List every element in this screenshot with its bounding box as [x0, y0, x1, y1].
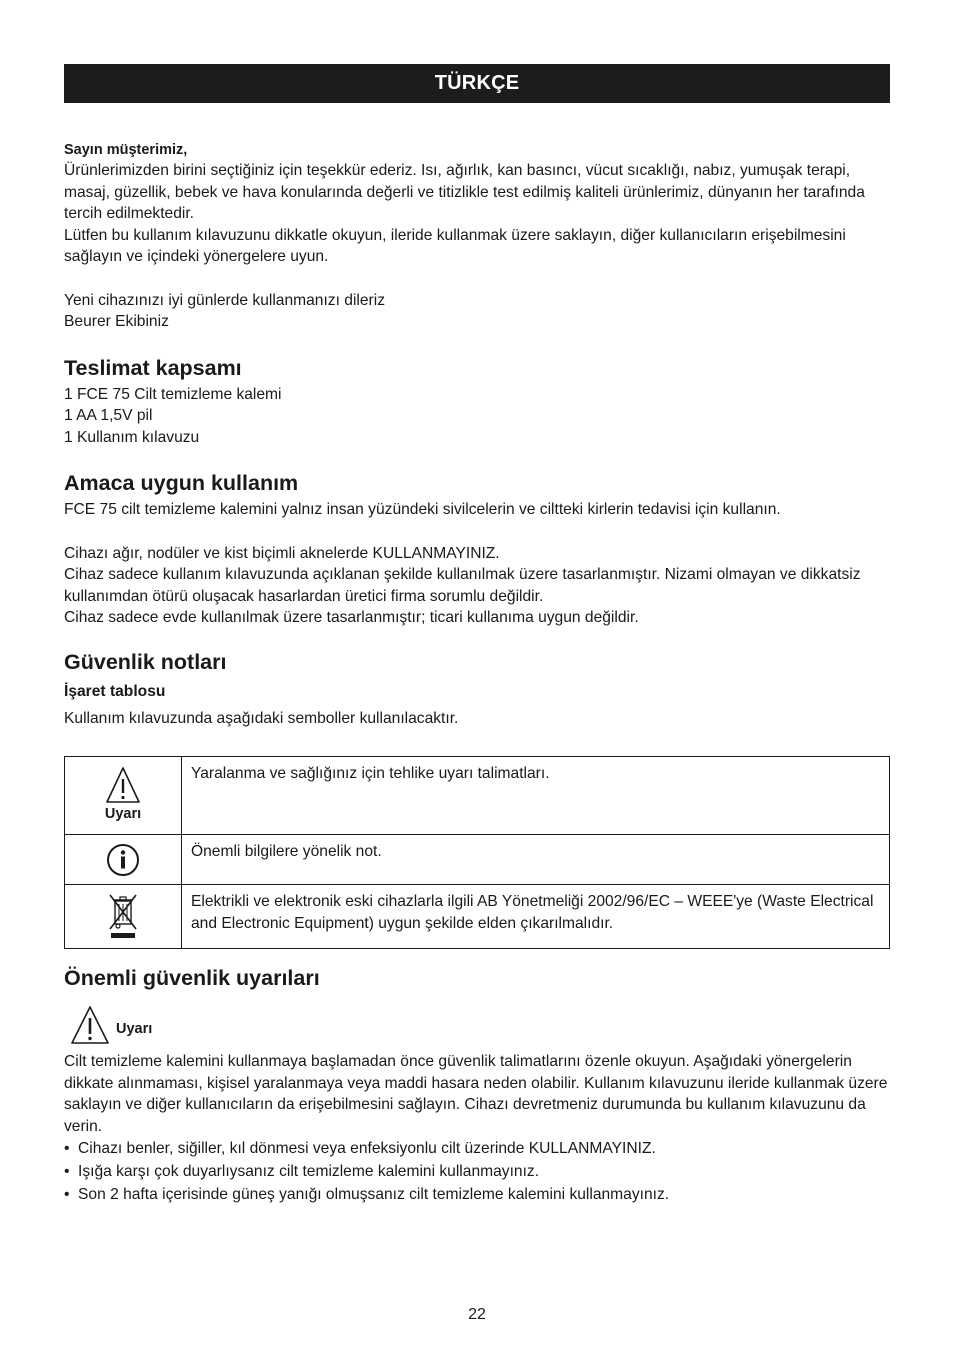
delivery-title: Teslimat kapsamı	[64, 355, 242, 380]
symbol-label: Uyarı	[104, 806, 142, 822]
manual-page	[64, 64, 890, 1206]
table-row	[65, 757, 890, 835]
symbol-description: Önemli bilgilere yönelik not.	[182, 835, 890, 885]
symbol-table-intro: Kullanım kılavuzunda aşağıdaki semboller kullanılacaktır.	[64, 709, 459, 727]
symbol-description: Yaralanma ve sağlığınız için tehlike uyarı talimatları.	[182, 757, 890, 835]
delivery-item: 1 FCE 75 Cilt temizleme kalemi	[64, 385, 282, 403]
intended-use-paragraph-3: Cihaz sadece kullanım kılavuzunda açıklanan şekilde kullanılmak üzere tasarlanmıştır. Nizami olmayan ve dikkatsiz kullanımdan ötürü oluşacak hasarlardan üretici firma sorumlu değildir.	[64, 566, 861, 605]
warning-callout	[64, 1005, 890, 1045]
important-safety-paragraph: Cilt temizleme kalemini kullanmaya başlamadan önce güvenlik talimatlarını özenle okuyun. Aşağıdaki yönergelerin dikkate alınmaması, kişisel yaralanmaya veya maddi hasara neden olabilir. Kullanım kılavuzunu ileride kullanmak üzere saklayın ve diğer kullanıcıların da erişebilmesini sağlayın. Cihazı devretmeniz durumunda bu kullanım kılavuzunu da verin.	[64, 1053, 888, 1135]
symbol-table-subtitle: İşaret tablosu	[64, 682, 166, 700]
warning-triangle-icon	[70, 1005, 110, 1045]
list-item: • Işığa karşı çok duyarlıysanız cilt temizleme kalemini kullanmayınız.	[64, 1160, 890, 1183]
table-row	[65, 885, 890, 949]
safety-notes-title: Güvenlik notları	[64, 649, 227, 674]
safety-bullet-list	[64, 1137, 890, 1206]
page-number: 22	[468, 1306, 486, 1323]
symbol-cell	[65, 885, 182, 949]
intended-use-title: Amaca uygun kullanım	[64, 471, 299, 495]
info-icon	[106, 843, 140, 877]
intended-use-paragraph-2: Cihazı ağır, nodüler ve kist biçimli aknelerde KULLANMAYINIZ.	[64, 544, 500, 562]
crossed-bin-icon	[108, 892, 138, 940]
intended-use-paragraph-1: FCE 75 cilt temizleme kalemini yalnız insan yüzündeki sivilcelerin ve ciltteki kirlerin tedavisi için kullanın.	[64, 501, 781, 518]
delivery-item: 1 AA 1,5V pil	[64, 407, 153, 424]
list-item: • Son 2 hafta içerisinde güneş yanığı olmuşsanız cilt temizleme kalemini kullanmayınız.	[64, 1183, 890, 1206]
salutation: Sayın müşterimiz,	[64, 142, 188, 158]
important-safety-title: Önemli güvenlik uyarıları	[64, 966, 320, 990]
delivery-item: 1 Kullanım kılavuzu	[64, 428, 200, 446]
intro-paragraph-1: Ürünlerimizden birini seçtiğiniz için teşekkür ederiz. Isı, ağırlık, kan basıncı, vücut sıcaklığı, nabız, yumuşak terapi, masaj, güzellik, bebek ve hava konularında değerli ve titizlikle test edilmiş kaliteli ürünlerimiz, dünyanın her tarafında tercih edilmektedir.	[64, 162, 865, 222]
symbol-cell	[65, 835, 182, 885]
symbol-table	[64, 756, 890, 949]
table-row	[65, 835, 890, 885]
intro-team: Beurer Ekibiniz	[64, 313, 169, 330]
symbol-cell	[65, 757, 182, 835]
intro-wish: Yeni cihazınızı iyi günlerde kullanmanızı dileriz	[64, 291, 385, 309]
list-item: • Cihazı benler, siğiller, kıl dönmesi veya enfeksiyonlu cilt üzerinde KULLANMAYINIZ.	[64, 1137, 890, 1160]
symbol-description: Elektrikli ve elektronik eski cihazlarla ilgili AB Yönetmeliği 2002/96/EC – WEEE'ye (Waste Electrical and Electronic Equipment) uygun şekilde elden çıkarılmalıdır.	[182, 885, 890, 949]
language-banner: TÜRKÇE	[64, 64, 890, 103]
warning-label: Uyarı	[116, 1021, 153, 1037]
intended-use-paragraph-4: Cihaz sadece evde kullanılmak üzere tasarlanmıştır; ticari kullanıma uygun değildir.	[64, 609, 639, 626]
warning-triangle-icon	[105, 766, 141, 804]
intro-paragraph-2: Lütfen bu kullanım kılavuzunu dikkatle okuyun, ileride kullanmak üzere saklayın, diğer kullanıcıların erişebilmesini sağlayın ve içindeki yönergelere uyun.	[64, 226, 846, 265]
